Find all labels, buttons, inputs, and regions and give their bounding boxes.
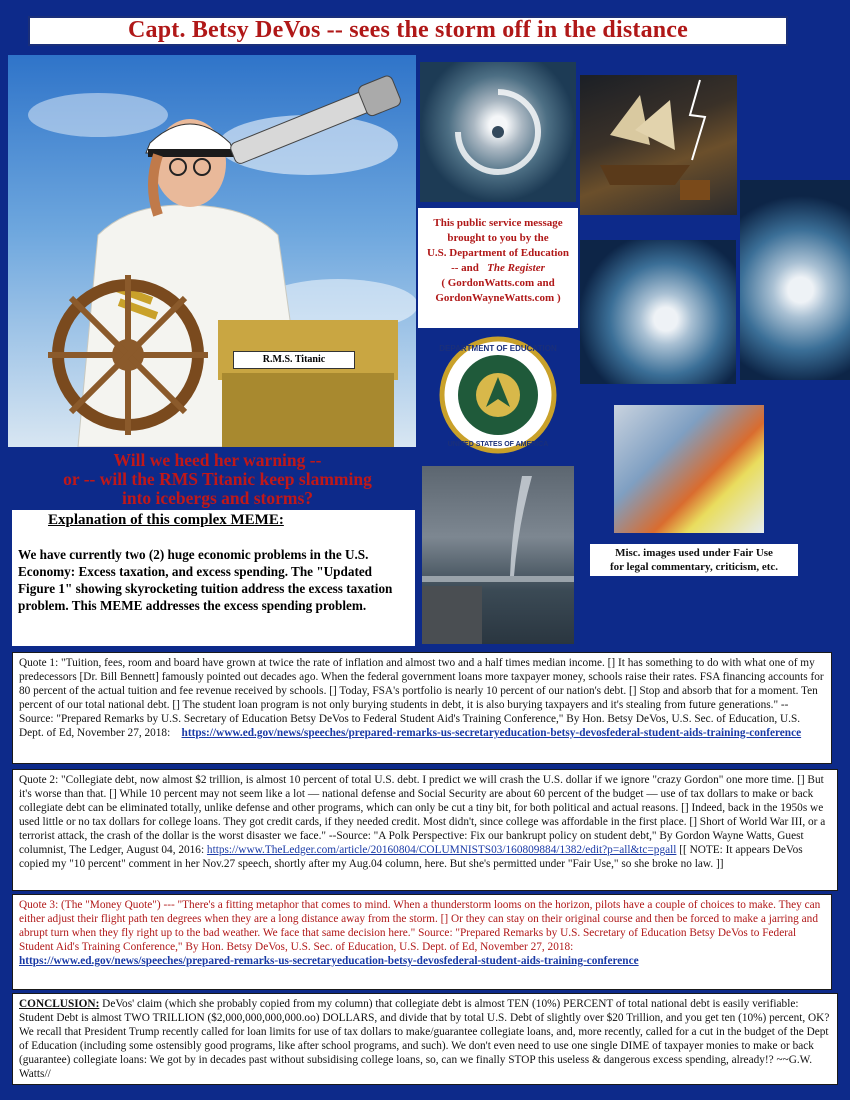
waterspout-illustration [422, 466, 574, 644]
psa-line-6: GordonWayneWatts.com ) [435, 292, 561, 304]
earth-hurricane-image [580, 240, 736, 384]
ship-label [233, 351, 355, 369]
explanation-body: We have currently two (2) huge economic problems in the U.S. Economy: Excess taxation, and excess spending. The "Updated Figure 1" showing skyrocketing tuition address the excess taxation problem. This MEME addresses the excess spending problem. [18, 547, 393, 613]
ship-lightning-illustration [580, 75, 737, 215]
psa-box [418, 208, 578, 328]
psa-line-4-prefix: -- and [451, 262, 479, 274]
question-line-3: into icebergs and storms? [121, 488, 314, 508]
quote-3-source: Source: "Prepared Remarks by U.S. Secretary of Education Betsy DeVos to Federal Student Aid's Training Conference," By Hon. Betsy DeVos, U.S. Sec. of Education, U.S. Dept. of Ed, November 27, 2018: [19, 927, 797, 953]
quote-1-text: Quote 1: "Tuition, fees, room and board have grown at twice the rate of inflation and almost two and a half times median income. [] It has something to do with what one of my predecessors [Dr. Bill Bennett] famously pointed out decades ago. When the federal government loans more taxpayer money, schools raise their rates. FSA financing accounts for 80 percent of the actual tuition and fee revenue received by schools. [] Today, FSA's portfolio is nearly 10 percent of our nation's debt. [] Stop and absorb that for a moment. Ten percent of our total national debt. [] The student loan program is not only burying students in debt, it is also burying taxpayers and it's stealing from future generations." -- Source: "Prepared Remarks by U.S. Secretary of Education Betsy DeVos to Federal Student Aid's Training Conference," By Hon. Betsy DeVos, U.S. Sec. of Education, U.S. Dept. of Ed, November 27, 2018: [19, 657, 824, 739]
fair-use-line-1: Misc. images used under Fair Use [615, 547, 773, 559]
hero-question [20, 451, 415, 508]
quote-2-link[interactable]: https://www.TheLedger.com/article/20160804/COLUMNISTS03/160809884/1382/edit?p=all&tc=pgall [206, 844, 677, 856]
ship-label-text: R.M.S. Titanic [262, 354, 326, 365]
hero-captain-image [8, 55, 416, 447]
page-title: Capt. Betsy DeVos -- sees the storm off in the distance [127, 17, 689, 43]
psa-line-1: This public service message [433, 217, 563, 229]
fair-use-caption [590, 544, 798, 576]
question-line-2: or -- will the RMS Titanic keep slamming [63, 469, 372, 489]
quote-1-link[interactable]: https://www.ed.gov/news/speeches/prepared-remarks-us-secretaryeducation-betsy-devosfederal-student-aids-training-conference [181, 727, 802, 739]
quote-2-text: Quote 2: "Collegiate debt, now almost $2 trillion, is almost 10 percent of total U.S. debt. I predict we will crash the U.S. dollar if we ignore "crazy Gordon" one more time. [] But it's worse than that. [] While 10 percent may not seem like a lot — national defense and Social Security are about 60 percent of the budget — use of tax dollars to make or back collegiate debt can be eliminated totally, unlike defense and other programs, which can only be cut a tiny bit, for both political and actual reasons. [] Indeed, back in the 1950s we used little or no tax dollars for college loans. They got credit cards, if they needed credit. Most didn't, since college was affordable in the first place. [] Short of World War III, or a terrorist attack, the crash of the dollar is the worst disaster we face." --Source: "A Polk Perspective: Fix our bankrupt policy on student debt," By Gordon Wayne Watts, Guest columnist, The Ledger, August 04, 2016: [19, 774, 826, 856]
seal-bottom-text: UNITED STATES OF AMERICA [447, 441, 549, 448]
quote-1-box [12, 652, 832, 764]
psa-line-4 [418, 261, 578, 276]
globe-storm-image [740, 180, 850, 380]
title-banner [28, 16, 788, 46]
quote-3-link[interactable]: https://www.ed.gov/news/speeches/prepared-remarks-us-secretaryeducation-betsy-devosfederal-student-aids-training-conference [19, 955, 639, 967]
psa-line-2: brought to you by the [447, 232, 549, 244]
hurricane-satellite-image [420, 62, 576, 202]
conclusion-label: CONCLUSION: [19, 998, 100, 1010]
quote-3-box [12, 894, 832, 990]
psa-line-3: U.S. Department of Education [426, 247, 570, 259]
hurricane-swirl [420, 62, 576, 202]
seal-graphic [418, 335, 578, 455]
quote-3-text: Quote 3: (The "Money Quote") --- "There's a fitting metaphor that comes to mind. When a thunderstorm looms on the horizon, pilots have a couple of choices to make. They can either adjust their flight path ten degrees when they are a long distance away from the storm. [] Or they can stay on their original course and then be forced to make a jarring and abrupt turn when they fly right up to the bad weather. We face that same decision here." [19, 899, 821, 939]
psa-line-4-italic: The Register [487, 262, 545, 274]
question-line-1: Will we heed her warning -- [113, 450, 322, 470]
waterspout-image [422, 466, 574, 644]
ship-in-storm-image [580, 75, 737, 215]
fair-use-line-2: for legal commentary, criticism, etc. [609, 561, 779, 573]
dept-education-seal [418, 335, 578, 455]
explanation-heading: Explanation of this complex MEME: [48, 512, 284, 528]
captain-illustration [8, 55, 416, 447]
conclusion-box [12, 993, 838, 1085]
psa-line-5: ( GordonWatts.com and [441, 277, 555, 289]
quote-2-note: [[ NOTE: It appears DeVos copied my "10 percent" comment in her Nov.27 speech, shortly after my Aug.04 column, here. But she's permitted under "Fair Use," so she broke no law. ]] [19, 844, 803, 870]
explanation-panel [12, 510, 415, 646]
quote-2-box [12, 769, 838, 891]
seal-top-text: DEPARTMENT OF EDUCATION [439, 344, 557, 353]
conclusion-text: DeVos' claim (which she probably copied from my column) that collegiate debt is almost TEN (10%) PERCENT of total national debt is easily verifiable: Student Debt is almost TWO TRILLION ($2,000,000,000,000.oo) DOLLARS, and divide that by total U.S. Debt of slightly over $20 Trillion, and you get ten (10%) percent, OK? We recall that President Trump recently called for loan limits for use of tax dollars to make/guarantee collegiate loans, and, more recently, called for a cut in the budget of the Dept of Education (including some ostensibly good programs, like after school programs, and such). We don't even need to use one single DIME of taxpayer monies to make or back (guarantee) collegiate loans: We got by in decades past without subsidising college loans, so, can we finally STOP this useless & dangerous excess spending, already!? ~~G.W. Watts// [19, 998, 830, 1080]
weather-radar-image [614, 405, 764, 533]
